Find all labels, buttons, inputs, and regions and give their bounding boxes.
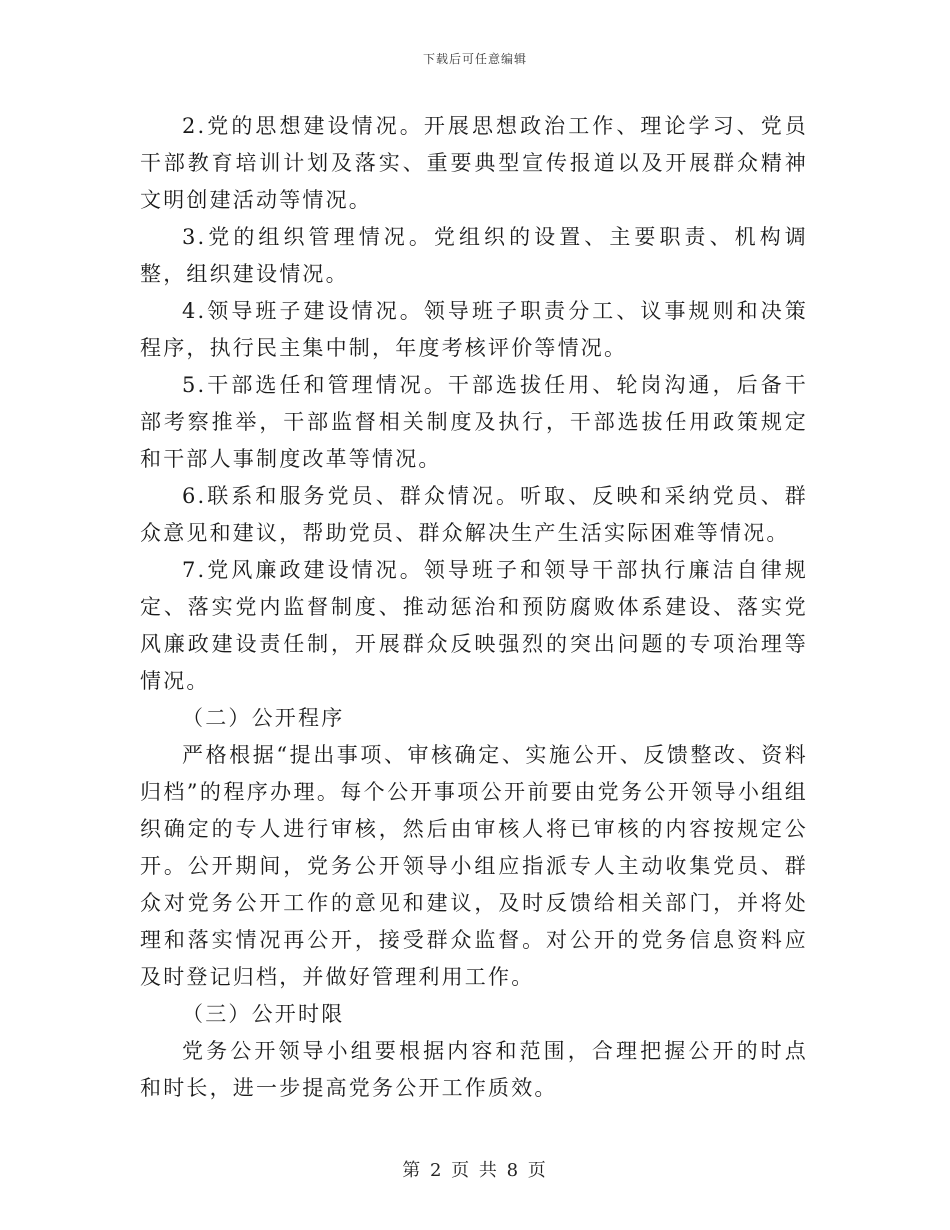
section-heading-procedure: （二）公开程序: [182, 706, 345, 730]
section-body-time-limit: 党务公开领导小组要根据内容和范围，合理把握公开的时点和时长，进一步提高党务公开工作质效。: [140, 1039, 808, 1100]
document-body: [140, 108, 808, 1107]
paragraph-item-4: 4.领导班子建设情况。领导班子职责分工、议事规则和决策程序，执行民主集中制，年度考核评价等情况。: [140, 299, 808, 360]
page-number: 第 2 页 共 8 页: [402, 1160, 548, 1181]
paragraph-item-7: 7.党风廉政建设情况。领导班子和领导干部执行廉洁自律规定、落实党内监督制度、推动惩治和预防腐败体系建设、落实党风廉政建设责任制，开展群众反映强烈的突出问题的专项治理等情况。: [140, 558, 808, 693]
paragraph-item-2: 2.党的思想建设情况。开展思想政治工作、理论学习、党员干部教育培训计划及落实、重要典型宣传报道以及开展群众精神文明创建活动等情况。: [140, 114, 808, 212]
section-heading-time-limit: （三）公开时限: [182, 1002, 345, 1026]
section-body-procedure: 严格根据“提出事项、审核确定、实施公开、反馈整改、资料归档”的程序办理。每个公开事项公开前要由党务公开领导小组组织确定的专人进行审核，然后由审核人将已审核的内容按规定公开。公开期间，党务公开领导小组应指派专人主动收集党员、群众对党务公开工作的意见和建议，及时反馈给相关部门，并将处理和落实情况再公开，接受群众监督。对公开的党务信息资料应及时登记归档，并做好管理利用工作。: [140, 743, 808, 989]
paragraph-item-6: 6.联系和服务党员、群众情况。听取、反映和采纳党员、群众意见和建议，帮助党员、群众解决生产生活实际困难等情况。: [140, 484, 808, 545]
page-header-note: 下载后可任意编辑: [422, 52, 527, 66]
paragraph-item-3: 3.党的组织管理情况。党组织的设置、主要职责、机构调整，组织建设情况。: [140, 225, 808, 286]
paragraph-item-5: 5.干部选任和管理情况。干部选拔任用、轮岗沟通，后备干部考察推举，干部监督相关制度及执行，干部选拔任用政策规定和干部人事制度改革等情况。: [140, 373, 808, 471]
